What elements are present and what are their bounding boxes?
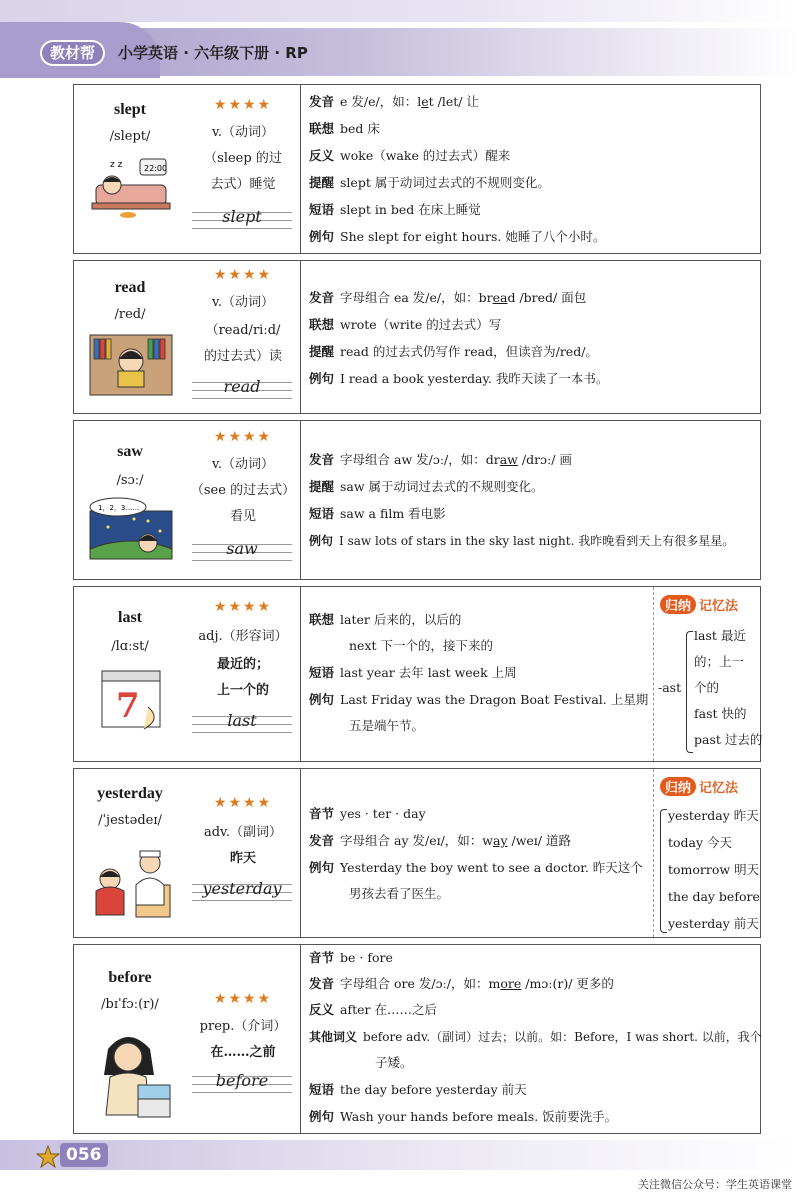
brace [660,809,667,933]
memory-line: the day before [668,889,760,904]
handwritten-word: yesterday [202,879,282,898]
info-row: 短语 saw a film 看电影 [309,506,446,521]
brace [686,631,693,753]
pos-line: 看见 [229,509,256,524]
brand-logo: 教材帮 [40,40,105,66]
pos-line: 昨天 [229,851,256,866]
memory-line: today 今天 [668,835,733,850]
info-column [300,261,760,413]
handwritten-word: before [215,1071,269,1090]
memory-line: yesterday 前天 [668,916,759,931]
handwriting-lines [192,877,292,907]
info-row: 提醒 slept 属于动词过去式的不规则变化。 [309,175,550,190]
speech-bubble-text: 1，2，3…… [98,504,140,512]
phonetic: /sɔː/ [116,473,144,488]
star-rating: ★★★★ [213,97,273,113]
word: read [114,279,146,296]
phonetic: /ˈjestədeɪ/ [98,813,162,828]
info-row: 短语 the day before yesterday 前天 [309,1082,527,1097]
pos-line: （sleep 的过 [204,151,282,166]
phonetic: /slept/ [109,129,151,144]
star-rating: ★★★★ [213,267,273,283]
word: slept [114,101,146,118]
pos-line: 最近的； [216,657,269,672]
word: last [118,609,142,626]
pos-line: adj.（形容词） [198,629,288,644]
memory-line: last 最近 [694,628,746,643]
pos-line: 去式）睡觉 [210,177,276,192]
handwritten-word: saw [226,539,258,558]
memory-line: tomorrow 明天 [668,862,760,877]
pos-line: 在……之前 [210,1045,276,1060]
info-column [300,945,760,1133]
info-row: 联想 later 后来的，以后的 [309,612,462,627]
info-row: 发音 字母组合 ay 发/eɪ/，如：way /weɪ/ 道路 [309,833,571,848]
info-row: 例句 Wash your hands before meals. 饭前要洗手。 [309,1109,618,1124]
word: saw [117,443,143,460]
pos-line: v.（动词） [212,457,274,472]
wechat-note: 关注微信公众号：学生英语课堂 [638,1178,792,1191]
footer-band [0,1140,800,1170]
word-column [74,85,186,253]
info-row: 发音 字母组合 ore 发/ɔː/，如：more /mɔː(r)/ 更多的 [309,976,614,991]
info-row: 子矮。 [375,1055,413,1070]
memory-line: fast 快的 [694,706,747,721]
star-rating: ★★★★ [213,795,273,811]
star-rating: ★★★★ [213,429,273,445]
word-column [74,421,186,579]
memory-line: yesterday 昨天 [668,808,759,823]
info-row: 反义 after 在……之后 [309,1002,437,1017]
word: yesterday [97,785,163,802]
handwritten-word: slept [222,207,262,226]
info-row: 其他词义 before adv.（副词）过去；以前。如：Before，I was short. 以前，我个 [309,1030,762,1044]
info-row: 短语 last year 去年 last week 上周 [309,665,517,680]
pos-column [186,769,300,937]
info-row: 例句 I saw lots of stars in the sky last night. 我昨晚看到天上有很多星星。 [309,534,735,548]
info-row: 提醒 saw 属于动词过去式的不规则变化。 [309,479,544,494]
pos-column [186,85,300,253]
vocab-entry-read [73,260,761,414]
info-row: 五是端午节。 [349,718,425,733]
info-row: 例句 Yesterday the boy went to see a doctor. 昨天这个 [309,860,643,875]
memory-root: -ast [658,680,682,695]
info-row: 提醒 read 的过去式仍写作 read，但读音为/red/。 [309,344,598,359]
info-row: 联想 wrote（write 的过去式）写 [309,317,502,332]
info-row: 例句 Last Friday was the Dragon Boat Festival. 上星期 [309,692,649,707]
word-column [74,587,186,761]
memory-box [653,769,760,937]
info-row: 例句 I read a book yesterday. 我昨天读了一本书。 [309,371,609,386]
info-row: 联想 bed 床 [309,121,380,136]
info-row: 发音 字母组合 aw 发/ɔː/，如：draw /drɔː/ 画 [309,452,572,467]
word-column [74,945,186,1133]
info-row: 发音 e 发/e/，如：let /let/ 让 [309,94,479,109]
handwashing-girl-illustration [88,1025,174,1121]
word: before [108,969,152,986]
page-header [0,0,800,80]
info-row: 音节 yes · ter · day [309,806,426,821]
info-row: 反义 woke（wake 的过去式）醒来 [309,148,511,163]
calendar-illustration [88,667,174,731]
handwritten-word: last [227,711,257,730]
info-row: 音节 be · fore [309,950,393,965]
doctor-visit-illustration [88,845,174,923]
header-band [0,0,800,22]
pos-line: v.（动词） [212,125,274,140]
memory-line: 的；上一 [694,654,745,669]
memory-title: 归纳 记忆法 [660,777,738,796]
sleeping-child-illustration [88,155,174,219]
info-column [300,587,763,761]
pos-line: 上一个的 [216,683,269,698]
memory-title: 归纳 记忆法 [660,595,738,614]
memory-line: 个的 [694,680,720,695]
info-column [300,85,760,253]
pos-line: prep.（介词） [199,1019,287,1034]
star-rating: ★★★★ [213,991,273,1007]
stargazing-child-illustration [88,497,174,561]
memory-line: past 过去的 [694,732,763,747]
page-number: 056 [60,1143,108,1167]
pos-line: v.（动词） [212,295,274,310]
handwriting-lines [192,709,292,739]
pos-column [186,261,300,413]
phonetic: /lɑːst/ [111,639,149,654]
pos-column [186,587,300,761]
info-row: 短语 slept in bed 在床上睡觉 [309,202,481,217]
handwriting-lines [192,375,292,405]
pos-line: adv.（副词） [203,825,282,840]
vocab-entry-yesterday [73,768,761,938]
vocab-entry-before [73,944,761,1134]
vocab-entry-slept [73,84,761,254]
book-title: 小学英语 · 六年级下册 · RP [118,44,308,62]
word-column [74,261,186,413]
info-row: next 下一个的，接下来的 [349,638,493,653]
star-rating: ★★★★ [213,599,273,615]
info-row: 男孩去看了医生。 [349,886,450,901]
pos-line: （read/riːd/ [205,323,281,338]
pos-column [186,421,300,579]
phonetic: /red/ [114,307,146,322]
memory-box [653,587,763,761]
pos-line: （see 的过去式） [190,483,296,498]
vocab-entry-last [73,586,761,762]
svg-text:22:00: 22:00 [144,164,168,173]
vocab-entry-saw [73,420,761,580]
word-column [74,769,186,937]
pos-line: 的过去式）读 [203,349,282,364]
calendar-number: 7 [116,686,140,726]
star-badge-icon [36,1145,60,1169]
info-column [300,769,760,937]
info-column [300,421,760,579]
info-row: 例句 She slept for eight hours. 她睡了八个小时。 [309,229,606,244]
pos-column [186,945,300,1133]
svg-text:z z: z z [110,160,123,170]
info-row: 发音 字母组合 ea 发/e/，如：bread /bred/ 面包 [309,290,587,305]
phonetic: /bɪˈfɔː(r)/ [101,997,159,1012]
handwriting-lines [192,1069,292,1099]
handwriting-lines [192,537,292,567]
handwritten-word: read [223,377,261,396]
handwriting-lines [192,205,292,235]
reading-child-illustration [88,333,174,397]
